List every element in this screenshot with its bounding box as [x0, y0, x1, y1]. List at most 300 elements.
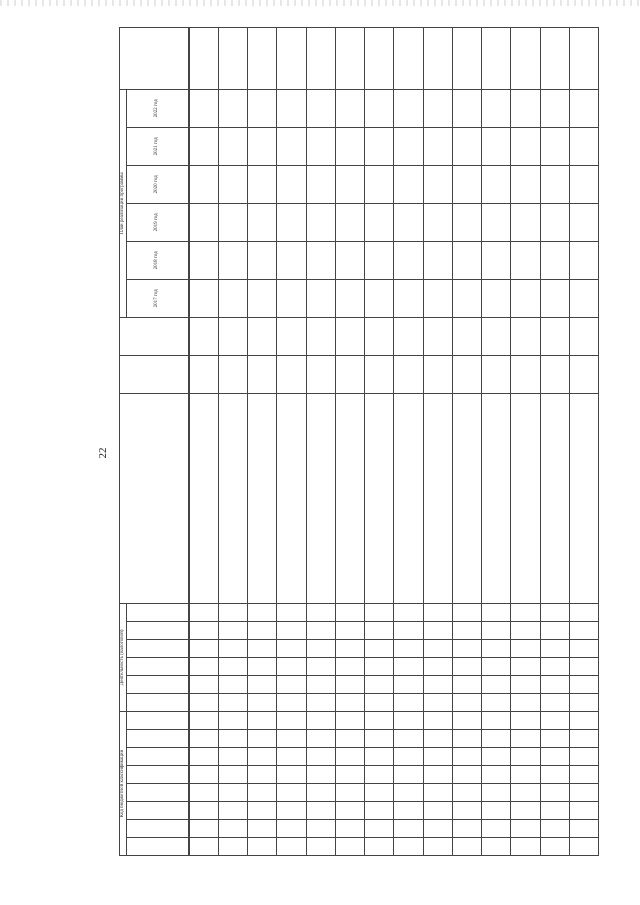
year-value-cell [248, 165, 277, 203]
code-cell [452, 820, 481, 838]
year-value-cell [189, 279, 218, 317]
code-cell [540, 603, 569, 621]
year-value-cell [335, 89, 364, 127]
code-cell [482, 621, 511, 639]
table-row [540, 27, 569, 855]
code-cell [569, 639, 598, 657]
target-value-cell [365, 27, 394, 89]
table-row [452, 27, 481, 855]
code-cell [365, 639, 394, 657]
header-target [120, 27, 189, 89]
table-row [189, 27, 218, 855]
code-cell [248, 784, 277, 802]
code-cell [335, 766, 364, 784]
year-value-cell [189, 127, 218, 165]
indicator-description [277, 393, 306, 603]
unit-cell [423, 355, 452, 393]
year-value-cell [423, 89, 452, 127]
year-value-cell [511, 241, 540, 279]
table-row [423, 27, 452, 855]
indicator-description [335, 393, 364, 603]
code-cell [306, 711, 335, 729]
year-value-cell [306, 279, 335, 317]
page-number: 22 [97, 447, 109, 459]
code-cell [218, 693, 247, 711]
code-column-header [126, 838, 188, 856]
code-cell [423, 675, 452, 693]
year-value-cell [569, 241, 598, 279]
code-column-header [126, 693, 188, 711]
year-header: 2020 год [126, 165, 188, 203]
code-cell [482, 639, 511, 657]
code-cell [189, 820, 218, 838]
code-cell [335, 784, 364, 802]
base-value-cell [277, 317, 306, 355]
code-cell [277, 657, 306, 675]
code-cell [569, 784, 598, 802]
year-value-cell [540, 165, 569, 203]
code-cell [540, 675, 569, 693]
year-value-cell [189, 89, 218, 127]
code-cell [306, 838, 335, 856]
code-cell [306, 766, 335, 784]
year-value-cell [218, 127, 247, 165]
code-cell [306, 621, 335, 639]
code-cell [394, 748, 423, 766]
code-cell [511, 784, 540, 802]
code-cell [423, 820, 452, 838]
table-row [394, 27, 423, 855]
year-value-cell [569, 203, 598, 241]
target-value-cell [540, 27, 569, 89]
code-cell [277, 838, 306, 856]
code-cell [423, 621, 452, 639]
year-value-cell [482, 127, 511, 165]
code-cell [218, 657, 247, 675]
code-cell [394, 603, 423, 621]
code-cell [482, 802, 511, 820]
code-cell [511, 766, 540, 784]
year-value-cell [511, 279, 540, 317]
code-cell [189, 838, 218, 856]
year-value-cell [365, 203, 394, 241]
code-cell [335, 838, 364, 856]
code-cell [482, 748, 511, 766]
target-value-cell [218, 27, 247, 89]
year-value-cell [189, 165, 218, 203]
code-cell [365, 766, 394, 784]
indicator-description [394, 393, 423, 603]
code-cell [511, 603, 540, 621]
year-value-cell [540, 241, 569, 279]
table-row [511, 27, 540, 855]
base-value-cell [540, 317, 569, 355]
code-column-header [126, 657, 188, 675]
code-column-header [126, 748, 188, 766]
year-value-cell [452, 203, 481, 241]
target-value-cell [569, 27, 598, 89]
code-cell [189, 748, 218, 766]
year-header: 2021 год [126, 127, 188, 165]
year-value-cell [394, 203, 423, 241]
code-cell [277, 748, 306, 766]
year-value-cell [218, 241, 247, 279]
year-value-cell [277, 127, 306, 165]
indicator-description [306, 393, 335, 603]
year-value-cell [218, 89, 247, 127]
unit-cell [452, 355, 481, 393]
year-value-cell [335, 127, 364, 165]
year-value-cell [423, 279, 452, 317]
year-value-cell [335, 203, 364, 241]
year-value-cell [569, 165, 598, 203]
year-value-cell [335, 165, 364, 203]
code-cell [482, 820, 511, 838]
year-value-cell [335, 279, 364, 317]
code-cell [335, 621, 364, 639]
year-value-cell [452, 89, 481, 127]
code-cell [569, 838, 598, 856]
code-cell [248, 711, 277, 729]
code-cell [277, 711, 306, 729]
code-cell [540, 784, 569, 802]
base-value-cell [394, 317, 423, 355]
code-cell [248, 657, 277, 675]
code-cell [540, 838, 569, 856]
indicator-description [189, 393, 218, 603]
year-value-cell [482, 279, 511, 317]
year-value-cell [365, 89, 394, 127]
year-value-cell [482, 165, 511, 203]
indicator-description [248, 393, 277, 603]
unit-cell [394, 355, 423, 393]
code-column-header [126, 711, 188, 729]
indicator-description [423, 393, 452, 603]
base-value-cell [569, 317, 598, 355]
year-value-cell [540, 127, 569, 165]
code-cell [306, 603, 335, 621]
code-cell [365, 838, 394, 856]
code-cell [218, 748, 247, 766]
year-value-cell [277, 165, 306, 203]
year-value-cell [540, 89, 569, 127]
year-value-cell [365, 279, 394, 317]
target-value-cell [189, 27, 218, 89]
unit-cell [511, 355, 540, 393]
target-value-cell [452, 27, 481, 89]
base-value-cell [189, 317, 218, 355]
code-cell [218, 603, 247, 621]
code-cell [365, 657, 394, 675]
table-row [335, 27, 364, 855]
unit-cell [335, 355, 364, 393]
code-cell [482, 838, 511, 856]
year-value-cell [189, 241, 218, 279]
indicator-description [218, 393, 247, 603]
code-cell [482, 730, 511, 748]
code-cell [218, 730, 247, 748]
code-cell [335, 639, 364, 657]
year-value-cell [569, 279, 598, 317]
code-cell [335, 820, 364, 838]
table-row [218, 27, 247, 855]
target-value-cell [277, 27, 306, 89]
code-cell [452, 657, 481, 675]
code-cell [306, 657, 335, 675]
year-value-cell [569, 89, 598, 127]
target-value-cell [394, 27, 423, 89]
code-cell [569, 657, 598, 675]
code-cell [569, 748, 598, 766]
code-cell [365, 820, 394, 838]
code-column-header [126, 621, 188, 639]
code-cell [482, 657, 511, 675]
code-cell [511, 748, 540, 766]
code-cell [365, 693, 394, 711]
year-value-cell [482, 89, 511, 127]
code-cell [189, 639, 218, 657]
unit-cell [569, 355, 598, 393]
year-value-cell [394, 89, 423, 127]
code-cell [218, 639, 247, 657]
code-cell [540, 711, 569, 729]
code-cell [423, 838, 452, 856]
code-cell [365, 711, 394, 729]
code-cell [277, 675, 306, 693]
code-cell [452, 748, 481, 766]
code-cell [335, 657, 364, 675]
code-cell [394, 657, 423, 675]
table-row [569, 27, 598, 855]
code-cell [365, 730, 394, 748]
year-value-cell [365, 241, 394, 279]
year-value-cell [248, 241, 277, 279]
code-cell [482, 766, 511, 784]
code-cell [189, 693, 218, 711]
table-row [248, 27, 277, 855]
year-value-cell [423, 241, 452, 279]
header-name [120, 393, 189, 603]
code-cell [335, 730, 364, 748]
target-value-cell [482, 27, 511, 89]
code-cell [511, 675, 540, 693]
code-cell [365, 802, 394, 820]
code-cell [423, 802, 452, 820]
code-cell [277, 730, 306, 748]
year-value-cell [569, 127, 598, 165]
code-cell [452, 766, 481, 784]
code-cell [452, 621, 481, 639]
year-value-cell [511, 127, 540, 165]
code-cell [569, 675, 598, 693]
header-codes: Код бюджетной классификации [120, 711, 127, 855]
code-cell [306, 820, 335, 838]
base-value-cell [452, 317, 481, 355]
year-value-cell [306, 241, 335, 279]
code-cell [569, 820, 598, 838]
base-value-cell [335, 317, 364, 355]
code-cell [218, 838, 247, 856]
code-cell [189, 621, 218, 639]
year-value-cell [511, 203, 540, 241]
code-cell [423, 711, 452, 729]
code-cell [248, 820, 277, 838]
code-cell [248, 802, 277, 820]
code-cell [218, 802, 247, 820]
code-cell [335, 711, 364, 729]
code-cell [423, 766, 452, 784]
code-cell [189, 603, 218, 621]
year-value-cell [540, 203, 569, 241]
code-cell [189, 802, 218, 820]
code-cell [452, 802, 481, 820]
code-cell [394, 639, 423, 657]
base-value-cell [248, 317, 277, 355]
code-cell [277, 621, 306, 639]
code-cell [306, 748, 335, 766]
code-cell [482, 693, 511, 711]
code-column-header [126, 730, 188, 748]
code-cell [423, 603, 452, 621]
year-value-cell [365, 127, 394, 165]
code-cell [277, 784, 306, 802]
year-value-cell [218, 279, 247, 317]
code-cell [248, 838, 277, 856]
year-value-cell [482, 203, 511, 241]
year-value-cell [248, 279, 277, 317]
code-cell [540, 748, 569, 766]
scan-artifact [0, 0, 640, 6]
code-cell [394, 802, 423, 820]
code-cell [540, 820, 569, 838]
code-cell [452, 693, 481, 711]
code-cell [511, 820, 540, 838]
code-cell [540, 730, 569, 748]
year-value-cell [394, 127, 423, 165]
code-cell [365, 748, 394, 766]
code-cell [277, 603, 306, 621]
code-cell [365, 603, 394, 621]
base-value-cell [482, 317, 511, 355]
code-cell [335, 693, 364, 711]
year-value-cell [218, 203, 247, 241]
base-value-cell [423, 317, 452, 355]
code-cell [423, 639, 452, 657]
code-cell [277, 820, 306, 838]
year-value-cell [306, 203, 335, 241]
year-value-cell [248, 89, 277, 127]
code-cell [394, 820, 423, 838]
year-value-cell [540, 279, 569, 317]
code-cell [452, 603, 481, 621]
indicator-description [482, 393, 511, 603]
year-value-cell [277, 279, 306, 317]
code-cell [394, 784, 423, 802]
code-cell [218, 711, 247, 729]
indicator-description [365, 393, 394, 603]
code-cell [335, 603, 364, 621]
code-cell [394, 838, 423, 856]
code-cell [423, 693, 452, 711]
code-cell [394, 621, 423, 639]
code-cell [365, 675, 394, 693]
code-cell [452, 675, 481, 693]
code-cell [189, 766, 218, 784]
code-cell [569, 766, 598, 784]
code-cell [569, 711, 598, 729]
code-cell [248, 621, 277, 639]
base-value-cell [511, 317, 540, 355]
code-cell [248, 675, 277, 693]
year-value-cell [335, 241, 364, 279]
year-value-cell [511, 165, 540, 203]
code-cell [540, 639, 569, 657]
year-header: 2022 год [126, 89, 188, 127]
code-cell [248, 748, 277, 766]
code-cell [248, 639, 277, 657]
code-cell [511, 639, 540, 657]
code-cell [540, 621, 569, 639]
code-cell [511, 693, 540, 711]
code-cell [277, 639, 306, 657]
code-cell [306, 639, 335, 657]
code-cell [306, 675, 335, 693]
code-cell [569, 621, 598, 639]
year-value-cell [248, 203, 277, 241]
code-cell [277, 802, 306, 820]
code-cell [569, 693, 598, 711]
code-cell [394, 766, 423, 784]
code-cell [482, 784, 511, 802]
header-base [120, 317, 189, 355]
code-cell [452, 838, 481, 856]
code-cell [569, 603, 598, 621]
code-cell [423, 748, 452, 766]
header-activity: Деятельность (налоговой) [120, 603, 127, 711]
code-cell [511, 802, 540, 820]
indicator-description [452, 393, 481, 603]
code-cell [189, 784, 218, 802]
year-value-cell [306, 165, 335, 203]
code-column-header [126, 603, 188, 621]
indicator-description [569, 393, 598, 603]
year-value-cell [394, 165, 423, 203]
code-column-header [126, 802, 188, 820]
code-cell [394, 730, 423, 748]
year-value-cell [511, 89, 540, 127]
code-cell [511, 838, 540, 856]
year-value-cell [452, 241, 481, 279]
code-cell [189, 730, 218, 748]
rotated-page [119, 70, 599, 856]
table-row [482, 27, 511, 855]
code-cell [452, 639, 481, 657]
code-cell [365, 621, 394, 639]
indicator-description [540, 393, 569, 603]
header-unit [120, 355, 189, 393]
target-value-cell [335, 27, 364, 89]
year-value-cell [189, 203, 218, 241]
target-value-cell [306, 27, 335, 89]
year-header: 2017 год [126, 279, 188, 317]
code-cell [277, 693, 306, 711]
table-row [306, 27, 335, 855]
year-value-cell [277, 89, 306, 127]
code-column-header [126, 639, 188, 657]
code-cell [189, 711, 218, 729]
code-cell [218, 766, 247, 784]
base-value-cell [306, 317, 335, 355]
